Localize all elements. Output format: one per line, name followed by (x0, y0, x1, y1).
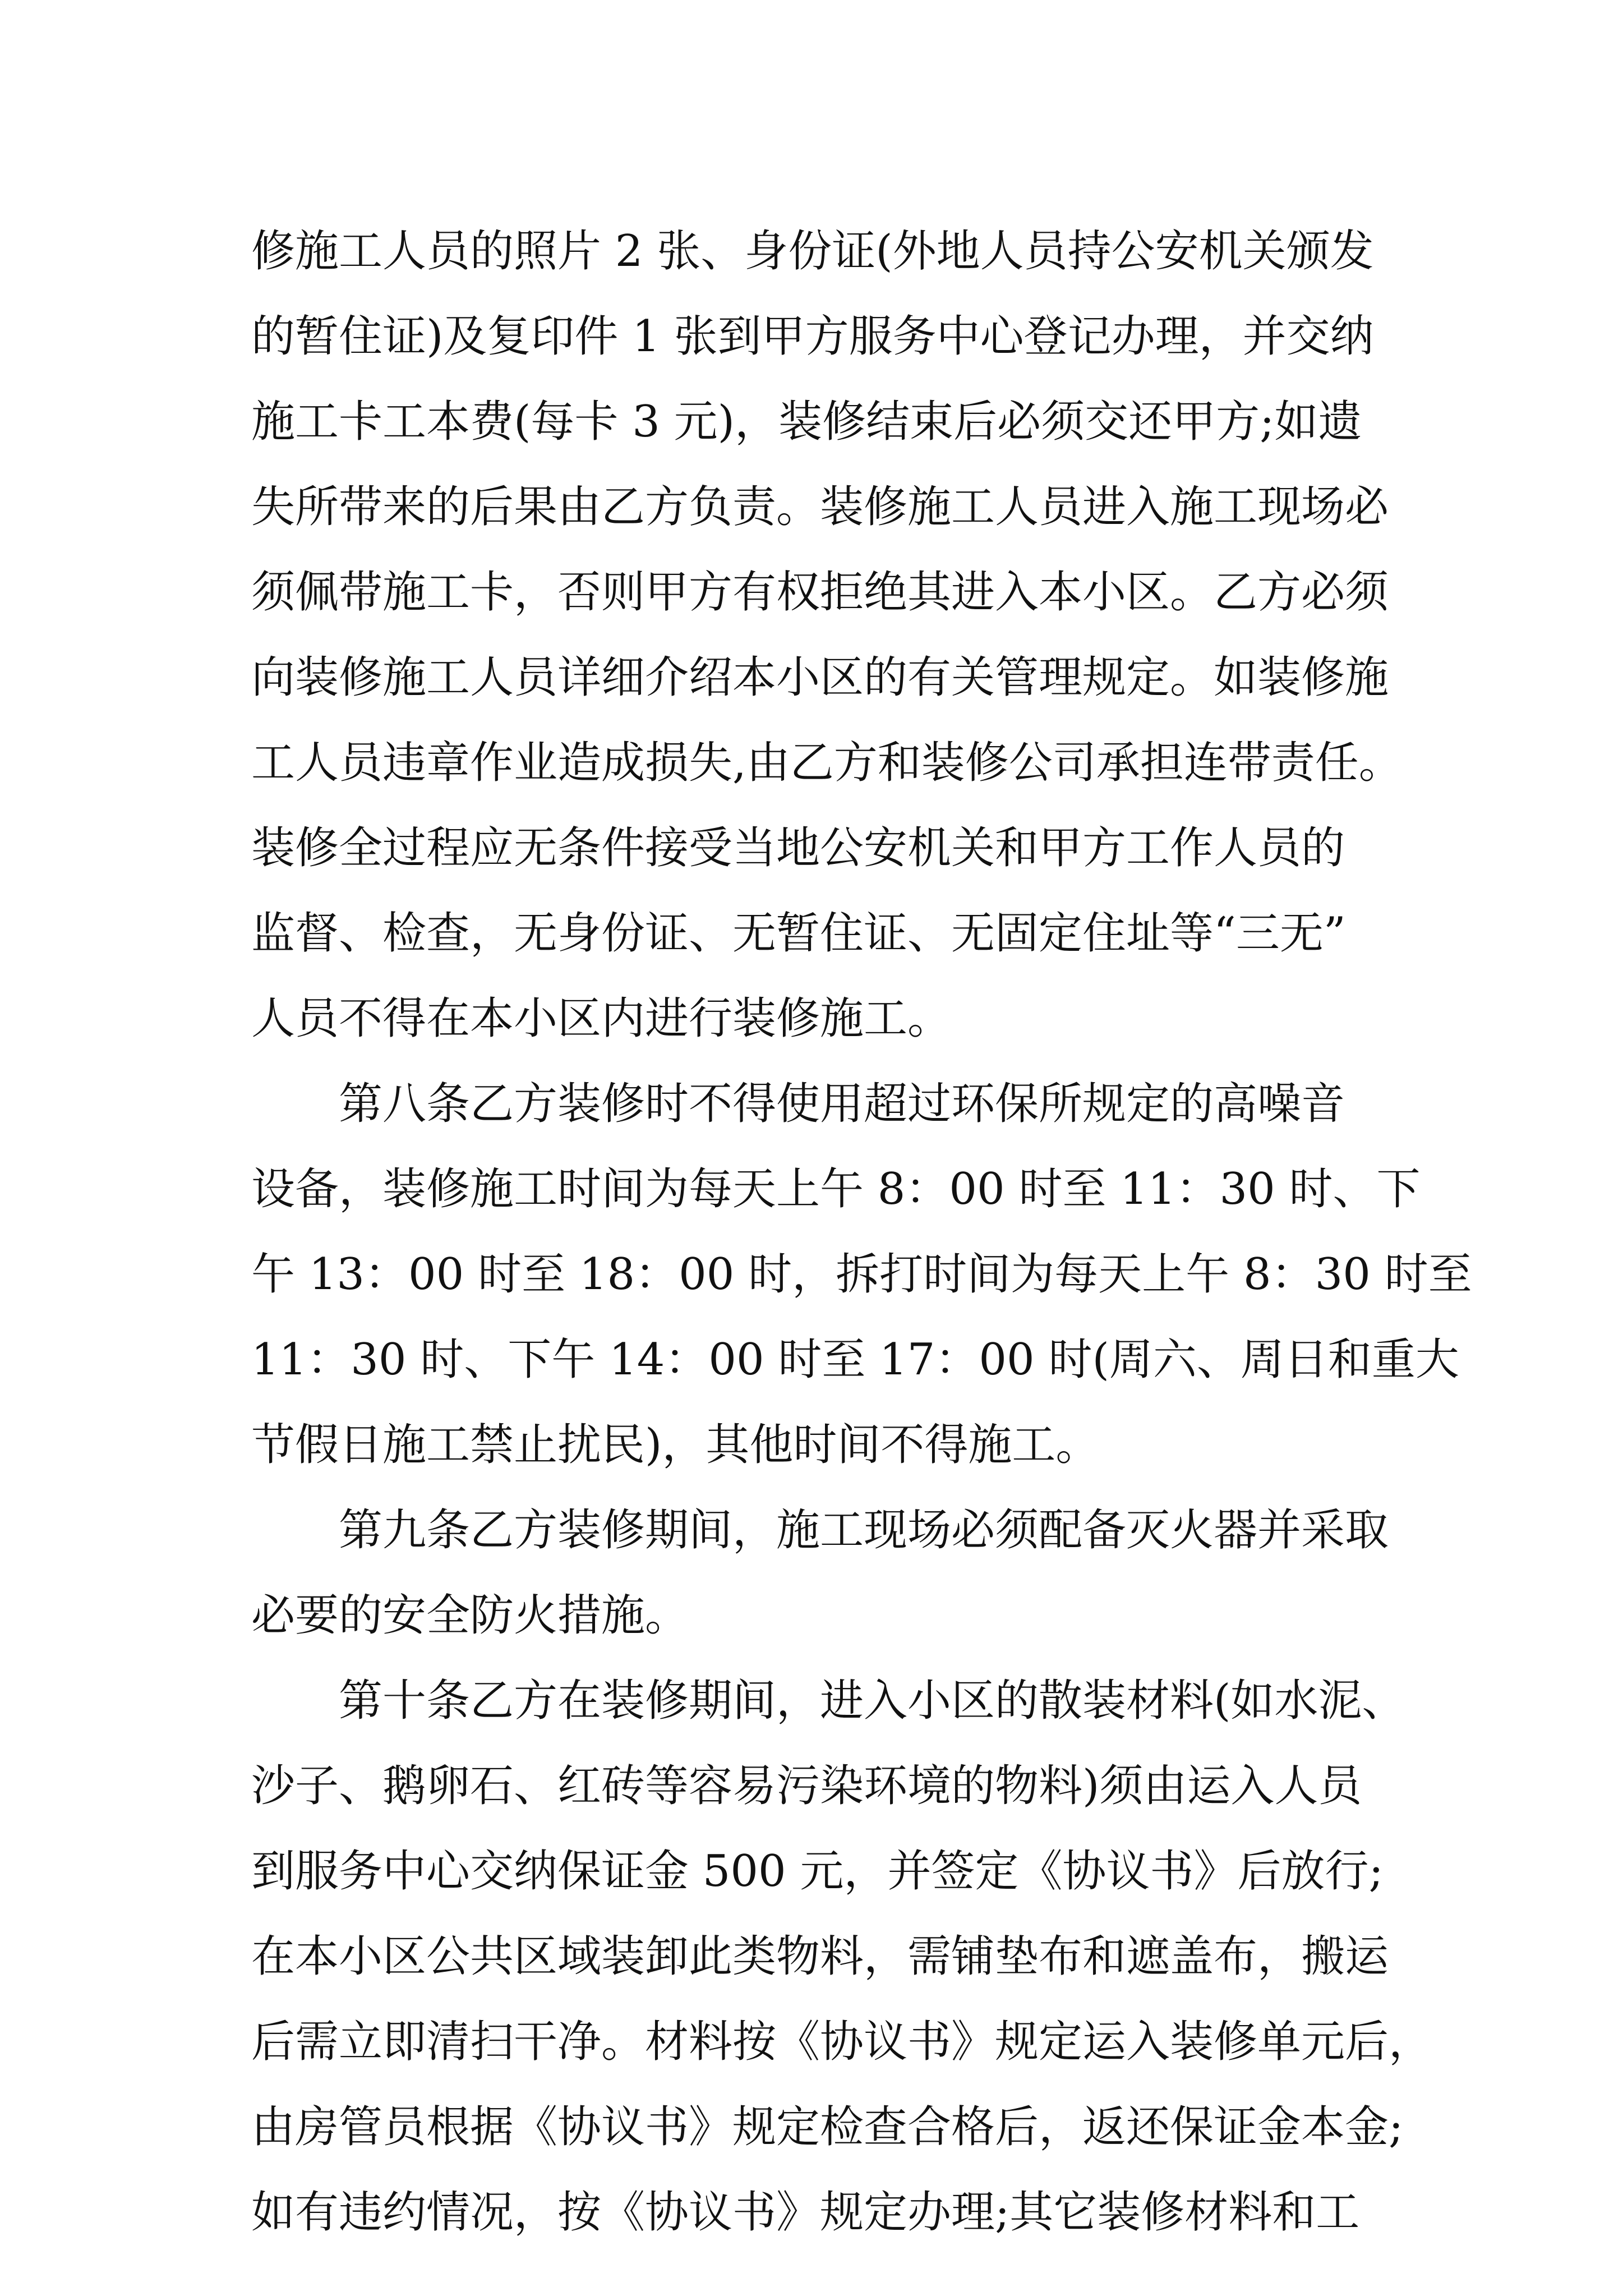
paragraph-start-article-8: 第八条乙方装修时不得使用超过环保所规定的高噪音 (339, 1079, 1345, 1129)
text-line: 到服务中心交纳保证金 500 元，并签定《协议书》后放行; (251, 1846, 1384, 1897)
text-line: 沙子、鹅卵石、红砖等容易污染环境的物料)须由运入人员 (251, 1761, 1362, 1811)
paragraph-start-article-9: 第九条乙方装修期间，施工现场必须配备灭火器并采取 (339, 1505, 1389, 1556)
text-line: 须佩带施工卡，否则甲方有权拒绝其进入本小区。乙方必须 (251, 567, 1389, 618)
text-line: 工人员违章作业造成损失,由乙方和装修公司承担连带责任。 (251, 738, 1403, 788)
text-line: 如有违约情况，按《协议书》规定办理;其它装修材料和工 (251, 2187, 1360, 2238)
text-line: 装修全过程应无条件接受当地公安机关和甲方工作人员的 (251, 823, 1345, 873)
text-line: 的暂住证)及复印件 1 张到甲方服务中心登记办理，并交纳 (251, 311, 1374, 362)
text-line: 设备，装修施工时间为每天上午 8：00 时至 11：30 时、下 (251, 1164, 1421, 1214)
document-body (251, 209, 1472, 2255)
text-line: 向装修施工人员详细介绍本小区的有关管理规定。如装修施 (251, 652, 1389, 703)
paragraph-start-article-10: 第十条乙方在装修期间，进入小区的散装材料(如水泥、 (339, 1676, 1406, 1726)
text-line: 后需立即清扫干净。材料按《协议书》规定运入装修单元后， (251, 2017, 1433, 2067)
text-line: 午 13：00 时至 18：00 时，拆打时间为每天上午 8：30 时至 (251, 1249, 1472, 1300)
text-line: 修施工人员的照片 2 张、身份证(外地人员持公安机关颁发 (251, 226, 1374, 277)
text-line: 人员不得在本小区内进行装修施工。 (251, 993, 952, 1044)
text-line: 由房管员根据《协议书》规定检查合格后，返还保证金本金; (251, 2102, 1404, 2152)
text-line: 必要的安全防火措施。 (251, 1590, 689, 1641)
text-line: 施工卡工本费(每卡 3 元)，装修结束后必须交还甲方;如遗 (251, 397, 1362, 447)
text-line: 失所带来的后果由乙方负责。装修施工人员进入施工现场必 (251, 482, 1389, 532)
text-line: 监督、检查，无身份证、无暂住证、无固定住址等“三无” (251, 908, 1346, 959)
text-line: 节假日施工禁止扰民)，其他时间不得施工。 (251, 1420, 1100, 1470)
text-line: 在本小区公共区域装卸此类物料，需铺垫布和遮盖布，搬运 (251, 1931, 1389, 1982)
text-line: 11：30 时、下午 14：00 时至 17：00 时(周六、周日和重大 (251, 1335, 1459, 1385)
